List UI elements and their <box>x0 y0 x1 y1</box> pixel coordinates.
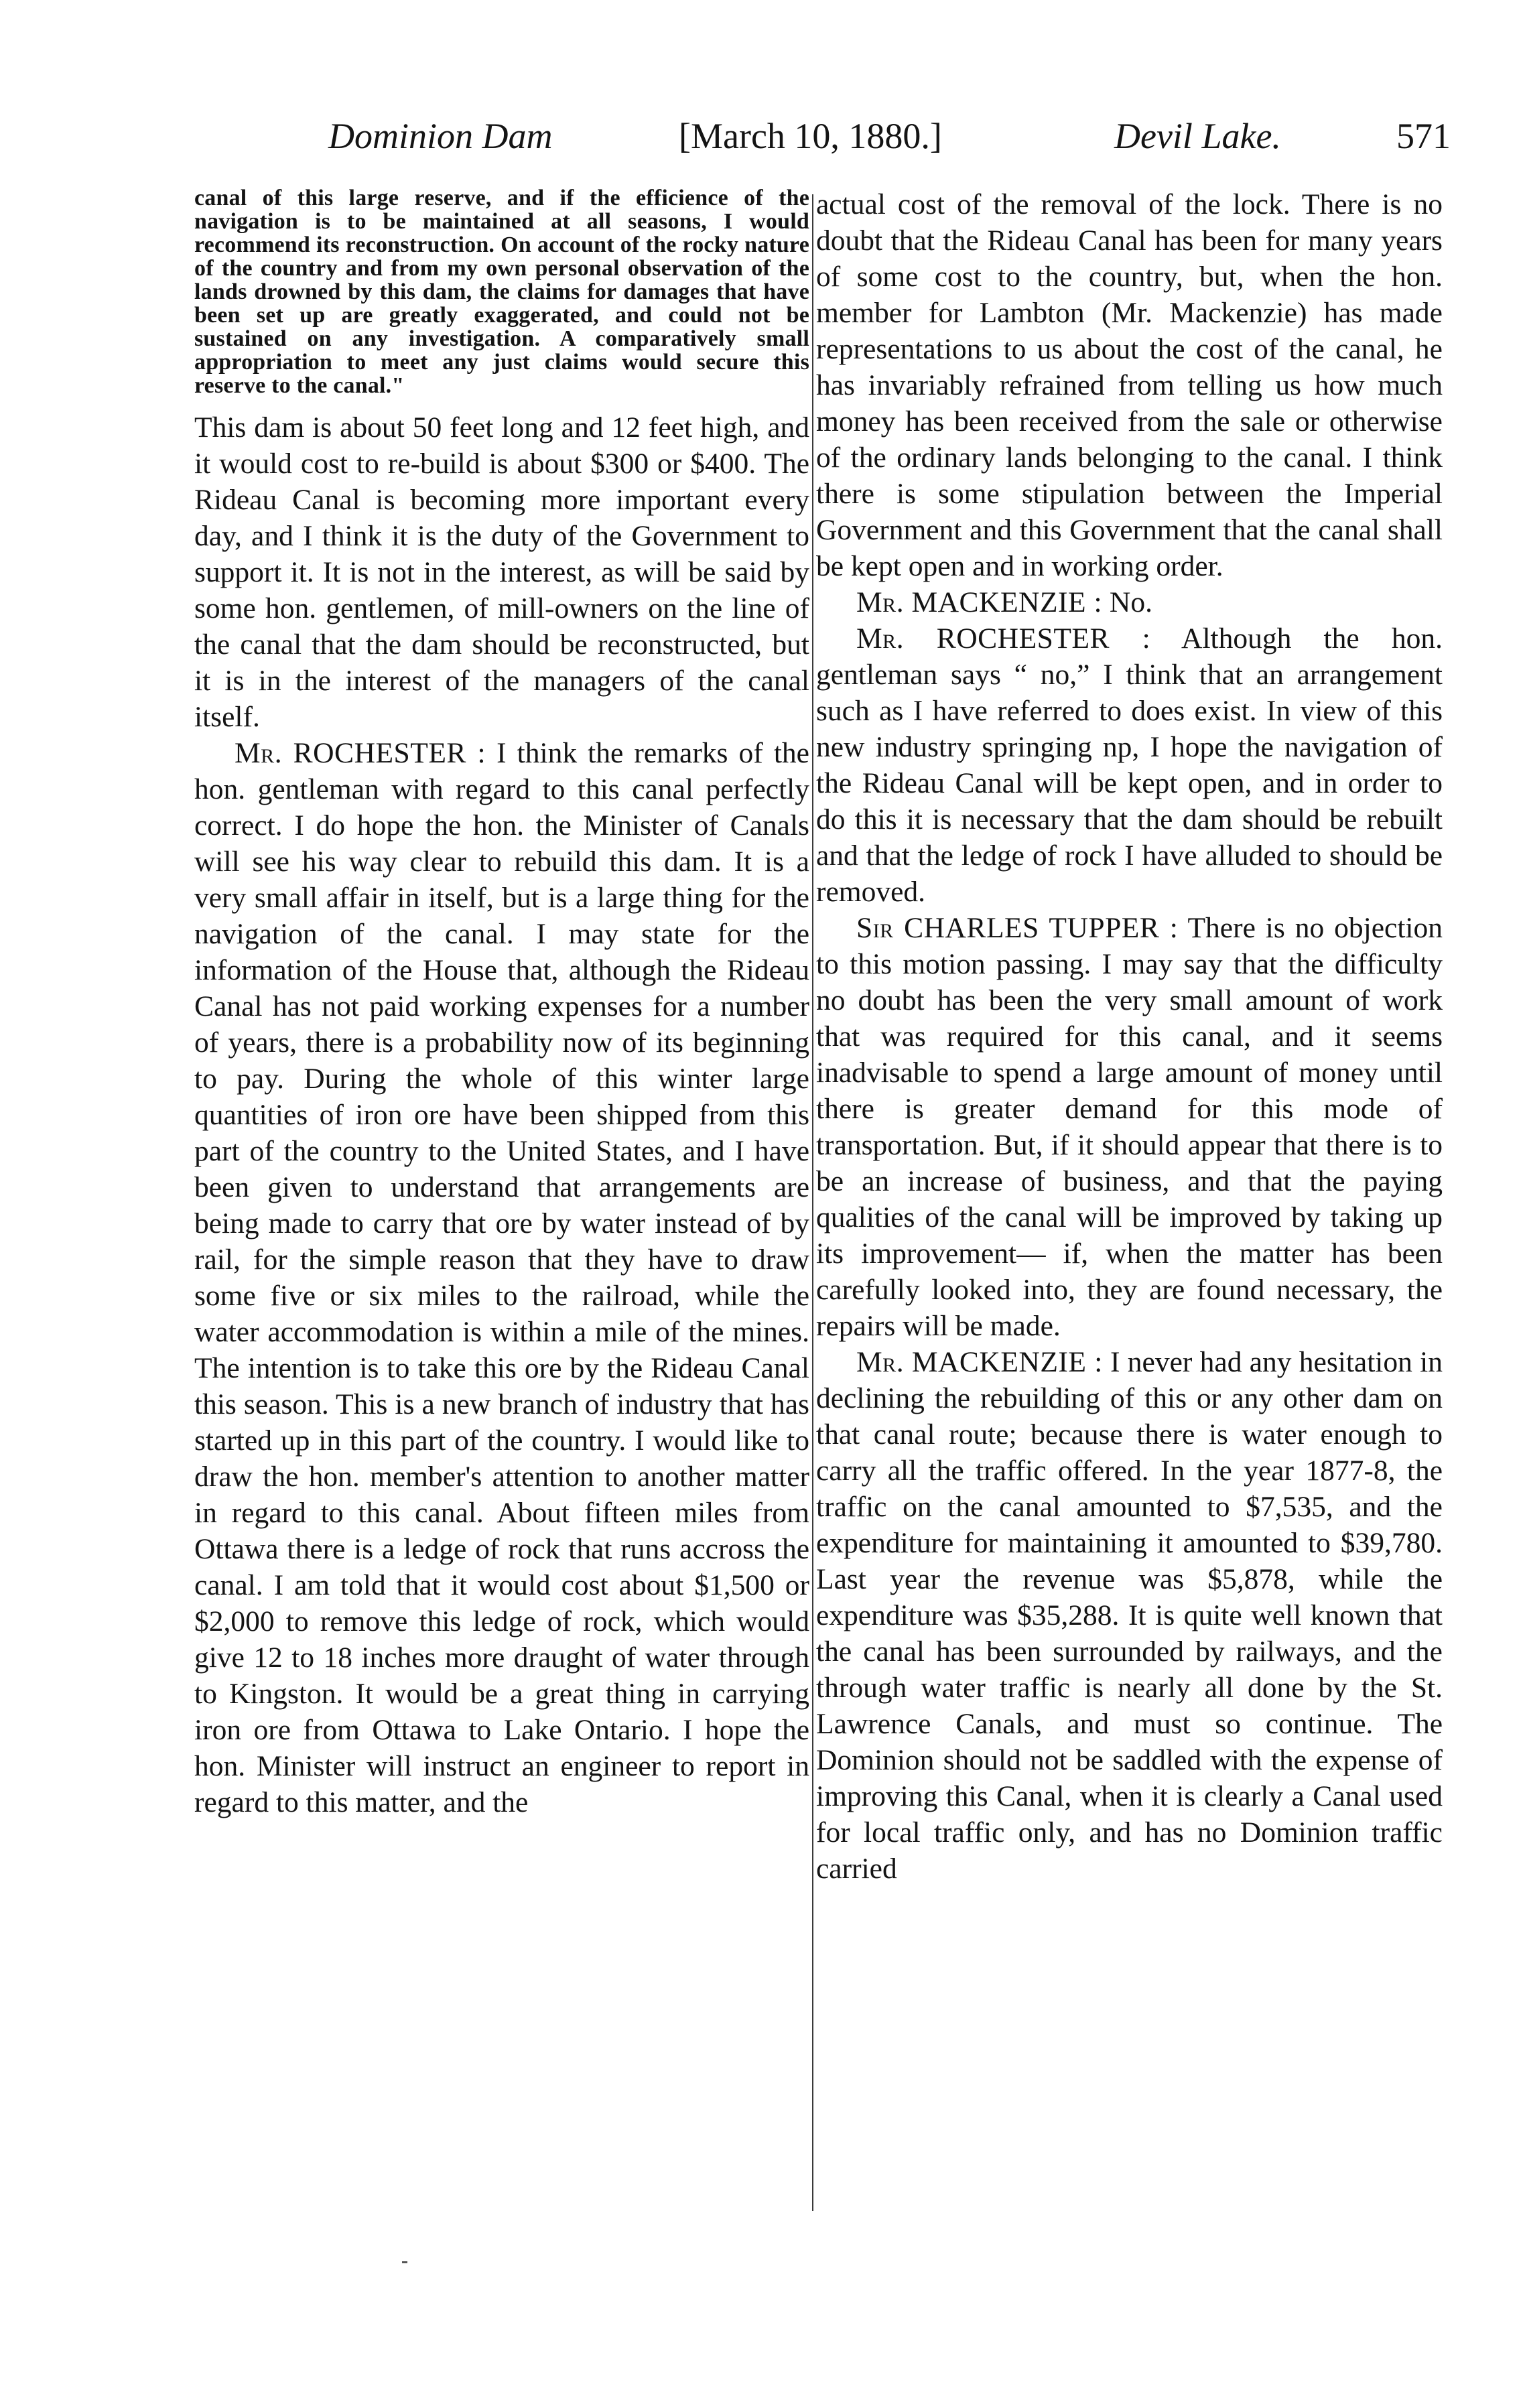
running-head-left: Dominion Dam <box>328 116 553 156</box>
printer-mark <box>402 2261 407 2263</box>
page-number: 571 <box>1396 116 1451 156</box>
speaker-name: Mr. MACKENZIE : <box>856 1346 1103 1378</box>
speaker-name: Mr. ROCHESTER : <box>235 737 486 769</box>
right-column <box>816 186 1443 1887</box>
speech-text: There is no objection to this motion passing. I may say that the difficulty no doubt has been the very small amount of work that was required for this canal, and it seems inadvisable to spend a large amount of money until there is greater demand for this mode of transportation. But, if it should appear that there is to be an increase of business, and that the paying qualities of the canal will be improved by taking up its improvement— if, when the matter has been carefully looked into, they are found necessary, the repairs will be made. <box>816 912 1443 1342</box>
speech-text: I never had any hesitation in declining the rebuilding of this or any other dam on that canal route; because there is water enough to carry all the traffic offered. In the year 1877-8, the traffic on the canal amounted to $7,535, and the expenditure for maintaining it amounted to $39,780. Last year the revenue was $5,878, while the expenditure was $35,288. It is quite well known that the canal has been surrounded by railways, and the through water traffic is nearly all done by the St. Lawrence Canals, and must so continue. The Dominion should not be saddled with the expense of improving this Canal, when it is clearly a Canal used for local traffic only, and has no Dominion traffic carried <box>816 1346 1443 1885</box>
speech-paragraph <box>816 1344 1443 1887</box>
column-divider <box>812 194 813 2211</box>
speech-paragraph <box>816 910 1443 1344</box>
speaker-name: Mr. ROCHESTER : <box>856 622 1151 655</box>
paragraph: actual cost of the removal of the lock. There is no doubt that the Rideau Canal has been for many years of some cost to the country, but, when the hon. member for Lambton (Mr. Mackenzie) has made representations to us about the cost of the canal, he has invariably refrained from telling us how much money has been received from the sale or otherwise of the ordinary lands belonging to the canal. I think there is some stipulation between the Imperial Government and this Government that the canal shall be kept open and in working order. <box>816 188 1443 582</box>
paragraph: This dam is about 50 feet long and 12 feet high, and it would cost to re-build is about $300 or $400. The Rideau Canal is becoming more important every day, and I think it is the duty of the Government to support it. It is not in the interest, as will be said by some hon. gentlemen, of mill-owners on the line of the canal that the dam should be reconstructed, but it is in the interest of the managers of the canal itself. <box>194 411 809 733</box>
speaker-name: Sir CHARLES TUPPER : <box>856 912 1179 944</box>
running-head-right: Devil Lake. <box>1114 116 1281 156</box>
speaker-name: Mr. MACKENZIE : <box>856 586 1103 618</box>
speech-text: Although the hon. gentleman says “ no,” I think that an arrangement such as I have referred to does exist. In view of this new industry springing np, I hope the navigation of the Rideau Canal will be kept open, and in order to do this it is necessary that the dam should be rebuilt and that the ledge of rock I have alluded to should be removed. <box>816 622 1443 908</box>
speech-paragraph <box>816 584 1443 620</box>
speech-text: No. <box>1102 586 1152 618</box>
speech-text: I think the remarks of the hon. gentleman with regard to this canal perfectly correct. I do hope the hon. the Minister of Canals will see his way clear to rebuild this dam. It is a very small affair in itself, but is a large thing for the navigation of the canal. I may state for the information of the House that, although the Rideau Canal has not paid working expenses for a number of years, there is a probability now of its beginning to pay. During the whole of this winter large quantities of iron ore have been shipped from this part of the country to the United States, and I have been given to understand that arrangements are being made to carry that ore by water instead of by rail, for the simple reason that they have to draw some five or six miles to the railroad, while the water accommodation is within a mile of the mines. The intention is to take this ore by the Rideau Canal this season. This is a new branch of industry that has started up in this part of the country. I would like to draw the hon. member's attention to another matter in regard to this canal. About fifteen miles from Ottawa there is a ledge of rock that runs accross the canal. I am told that it would cost about $1,500 or $2,000 to remove this ledge of rock, which would give 12 to 18 inches more draught of water through to Kingston. It would be a great thing in carrying iron ore from Ottawa to Lake Ontario. I hope the hon. Minister will instruct an engineer to report in regard to this matter, and the <box>194 737 809 1818</box>
speech-paragraph <box>816 620 1443 910</box>
quoted-report-excerpt: canal of this large reserve, and if the efficience of the navigation is to be maintained at all seasons, I would recommend its reconstruction. On account of the rocky nature of the country and from my own personal observation of the lands drowned by this dam, the claims for damages that have been set up are greatly exaggerated, and could not be sustained on any investigation. A comparatively small appropriation to meet any just claims would secure this reserve to the canal." <box>194 186 809 398</box>
speech-paragraph <box>194 735 809 1820</box>
running-head-date: [March 10, 1880.] <box>679 116 942 156</box>
left-column <box>194 186 809 1820</box>
page-header <box>198 115 1457 169</box>
